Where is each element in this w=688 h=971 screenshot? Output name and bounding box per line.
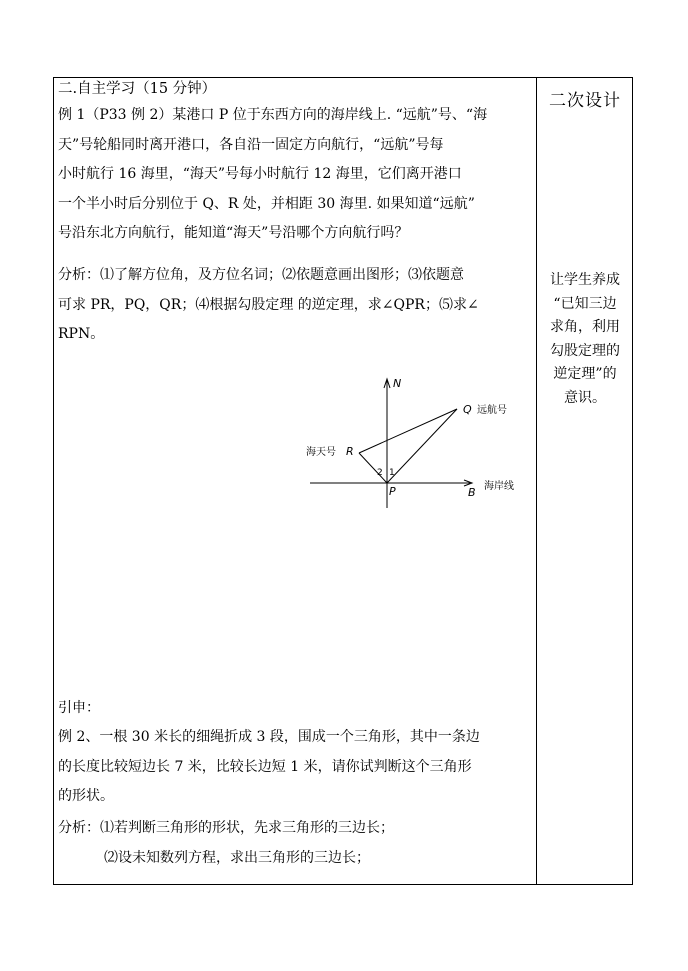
example-2-line: 例 2、一根 30 米长的细绳折成 3 段，围成一个三角形，其中一条边 bbox=[58, 729, 480, 745]
example-1-line: 天”号轮船同时离开港口，各自沿一固定方向航行，“远航”号每 bbox=[58, 136, 444, 153]
side-note-line: “已知三边 bbox=[553, 295, 617, 312]
side-note-line: 让学生养成 bbox=[550, 272, 620, 288]
label-r-text: 海天号 bbox=[306, 447, 336, 458]
label-angle-1: 1 bbox=[389, 468, 395, 478]
section-title: 二.自主学习（15 分钟） bbox=[58, 81, 217, 97]
side-note bbox=[537, 269, 633, 410]
segment-pq bbox=[387, 409, 457, 483]
label-q: Q bbox=[463, 403, 472, 416]
example-1-line: 小时航行 16 海里，“海天”号每小时航行 12 海里，它们离开港口 bbox=[58, 166, 462, 182]
label-angle-2: 2 bbox=[377, 468, 383, 478]
analysis-1-line: RPN。 bbox=[58, 326, 105, 342]
label-n: N bbox=[393, 377, 402, 390]
example-2-line: 的长度比较短边长 7 米，比较长边短 1 米，请你试判断这个三角形 bbox=[58, 758, 472, 775]
segment-qr bbox=[359, 409, 457, 453]
example-2-line: 的形状。 bbox=[58, 788, 114, 804]
analysis-2-line: ⑵设未知数列方程，求出三角形的三边长； bbox=[104, 849, 370, 866]
label-b: B bbox=[468, 486, 476, 499]
side-title: 二次设计 bbox=[549, 91, 621, 111]
analysis-1-line: 分析：⑴了解方位角，及方位名词；⑵依题意画出图形；⑶依题意 bbox=[58, 267, 464, 283]
label-p: P bbox=[389, 485, 396, 498]
segment-pr bbox=[359, 453, 387, 483]
label-r: R bbox=[346, 445, 354, 458]
extension-heading-text: 引申： bbox=[58, 700, 100, 716]
side-note-line: 求角，利用 bbox=[550, 319, 620, 335]
example-1-line: 号沿东北方向航行，能知道“海天”号沿哪个方向航行吗？ bbox=[58, 225, 409, 241]
analysis-1-line: 可求 PR，PQ，QR；⑷根据勾股定理 的逆定理，求∠QPR；⑸求∠ bbox=[58, 296, 479, 313]
label-q-text: 远航号 bbox=[477, 405, 507, 416]
side-note-line: 逆定理”的 bbox=[553, 366, 617, 382]
side-note-line: 意识。 bbox=[564, 389, 606, 406]
side-note-line: 勾股定理的 bbox=[550, 342, 620, 359]
label-b-text: 海岸线 bbox=[484, 481, 514, 492]
example-1-line: 一个半小时后分别位于 Q、R 处，并相距 30 海里. 如果知道“远航” bbox=[58, 195, 475, 212]
example-1-line: 例 1（P33 例 2）某港口 P 位于东西方向的海岸线上. “远航”号、“海 bbox=[58, 107, 488, 123]
analysis-2-line: 分析：⑴若判断三角形的形状，先求三角形的三边长； bbox=[58, 820, 394, 836]
